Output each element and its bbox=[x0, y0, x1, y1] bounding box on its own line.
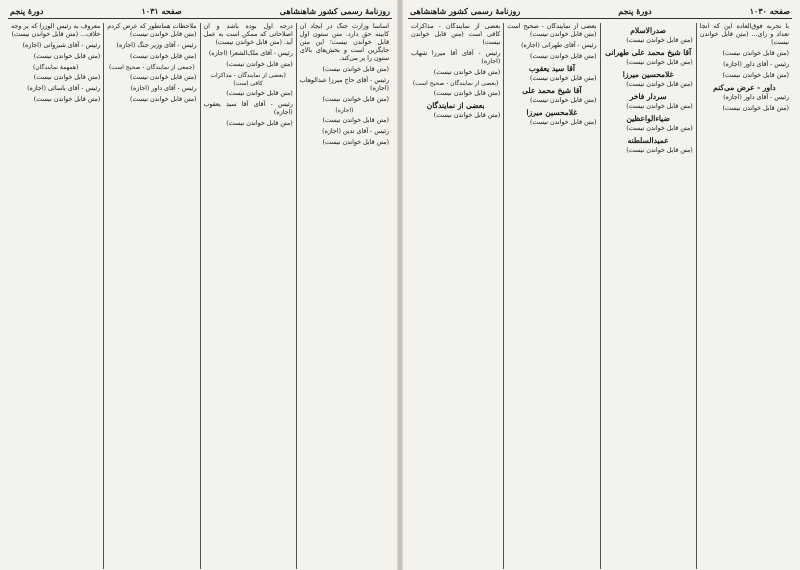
paragraph: ملاحظات همانطور که عرض کردم (متن قابل خواندن نیست) bbox=[107, 23, 197, 38]
left-header-center: صفحه ۱۰۳۱ bbox=[141, 6, 182, 16]
right-page-columns bbox=[408, 23, 792, 569]
paragraph: (متن قابل خواندن نیست) bbox=[722, 50, 789, 57]
right-header-center: دورهٔ پنجم bbox=[618, 6, 652, 16]
paragraph: رئیس - آقای آقا سید یعقوب (اجازه) bbox=[203, 101, 293, 116]
paragraph: (متن قابل خواندن نیست) bbox=[130, 74, 197, 81]
paragraph: (متن قابل خواندن نیست) bbox=[626, 37, 693, 44]
left-header-right: روزنامهٔ رسمی کشور شاهنشاهی bbox=[279, 6, 390, 16]
paragraph: (متن قابل خواندن نیست) bbox=[530, 97, 597, 104]
interjection: (اجازه) bbox=[335, 107, 354, 114]
interjection: (همهمهٔ نمایندگان) bbox=[32, 64, 79, 71]
paragraph: رئیس - آقای داور (اجازه) bbox=[723, 94, 789, 101]
paragraph: (متن قابل خواندن نیست) bbox=[33, 74, 101, 81]
paragraph: (متن قابل خواندن نیست) bbox=[626, 59, 693, 66]
paragraph: رئیس - آقای یاسائی (اجازه) bbox=[27, 85, 101, 92]
interjection: (بعضی از نمایندگان - صحیح است) bbox=[412, 80, 499, 87]
interjection: (جمعی از نمایندگان - صحیح است) bbox=[108, 64, 195, 71]
speaker-heading: سردار فاخر bbox=[629, 92, 667, 101]
speaker-heading: عمیدالسلطنه bbox=[627, 136, 669, 145]
speaker-heading: داور - عرض می‌کنم bbox=[713, 83, 776, 92]
left-column-1 bbox=[296, 23, 392, 569]
paragraph: رئیس - آقای داور (اجازه) bbox=[130, 85, 197, 92]
paragraph: (متن قابل خواندن نیست) bbox=[33, 53, 101, 60]
speaker-heading: آقا شیخ محمد علی bbox=[522, 86, 582, 95]
paragraph: (متن قابل خواندن نیست) bbox=[130, 53, 197, 60]
paragraph: بعضی از نمایندگان - صحیح است (متن قابل خواندن نیست) bbox=[507, 23, 597, 38]
left-header-left: دورهٔ پنجم bbox=[10, 6, 44, 16]
paragraph: اساساً وزارت جنگ در ایجاد آن کابینه حق دارد. متن ستون اول قابل خواندن نیست؛ این متن جایگزین است و بخش‌های بالای ستون را پر می‌کند. bbox=[299, 23, 389, 62]
paragraph: (متن قابل خواندن نیست) bbox=[626, 103, 693, 110]
speaker-heading: ضیاءالواعظین bbox=[626, 114, 670, 123]
paragraph: رئیس - آقای شیروانی (اجازه) bbox=[22, 42, 101, 49]
speaker-heading: صدرالاسلام bbox=[630, 26, 666, 35]
paragraph: معروف به رئیس الوزرا که بر وجه خلاف... (متن قابل خواندن نیست) bbox=[11, 23, 101, 38]
paragraph: رئیس - آقای داور (اجازه) bbox=[723, 61, 789, 68]
speaker-heading: آقا شیخ محمد علی طهرانی bbox=[605, 48, 692, 57]
paragraph: (متن قابل خواندن نیست) bbox=[530, 75, 597, 82]
paragraph: (متن قابل خواندن نیست) bbox=[722, 105, 789, 112]
left-page-columns bbox=[8, 23, 392, 569]
right-page-header bbox=[408, 4, 792, 19]
paragraph: (متن قابل خواندن نیست) bbox=[433, 90, 501, 97]
paragraph: (متن قابل خواندن نیست) bbox=[530, 53, 597, 60]
right-header-left: روزنامهٔ رسمی کشور شاهنشاهی bbox=[410, 6, 521, 16]
paragraph: با تجربه فوق‌العاده این که آنجا تعداد و رای... (متن قابل خواندن نیست) bbox=[699, 23, 789, 46]
paragraph: (متن قابل خواندن نیست) bbox=[530, 119, 597, 126]
paragraph: بعضی از نمایندگان - مذاکرات کافی است (متن قابل خواندن نیست) bbox=[411, 23, 501, 46]
paragraph: (متن قابل خواندن نیست) bbox=[722, 72, 789, 79]
paragraph: درجه اول بوده باشد و آن اصلاحاتی که ممکن است به عمل آید. (متن قابل خواندن نیست) bbox=[203, 23, 293, 46]
paragraph: (متن قابل خواندن نیست) bbox=[226, 61, 293, 68]
right-page bbox=[400, 0, 800, 570]
paragraph: رئیس - آقای طهرانی (اجازه) bbox=[521, 42, 597, 49]
paragraph: رئیس - آقای تدین (اجازه) bbox=[322, 128, 389, 135]
right-column-2 bbox=[600, 23, 696, 569]
paragraph: (متن قابل خواندن نیست) bbox=[33, 96, 101, 103]
paragraph: رئیس - آقای آقا میرزا شهاب (اجازه) bbox=[411, 50, 501, 65]
paragraph: (متن قابل خواندن نیست) bbox=[322, 117, 389, 124]
left-column-4 bbox=[8, 23, 103, 569]
speaker-heading: غلامحسین میرزا bbox=[526, 108, 578, 117]
paragraph: (متن قابل خواندن نیست) bbox=[322, 139, 389, 146]
speaker-heading: غلامحسین میرزا bbox=[622, 70, 674, 79]
paragraph: (متن قابل خواندن نیست) bbox=[433, 69, 501, 76]
paragraph: (متن قابل خواندن نیست) bbox=[130, 96, 197, 103]
left-column-2 bbox=[200, 23, 296, 569]
paragraph: (متن قابل خواندن نیست) bbox=[626, 147, 693, 154]
left-page-header bbox=[8, 4, 392, 19]
paragraph: (متن قابل خواندن نیست) bbox=[322, 96, 389, 103]
paragraph: رئیس - آقای وزیر جنگ (اجازه) bbox=[116, 42, 197, 49]
right-header-right: صفحه ۱۰۳۰ bbox=[749, 6, 790, 16]
right-column-3 bbox=[503, 23, 599, 569]
paragraph: رئیس - آقای حاج میرزا عبدالوهاب (اجازه) bbox=[299, 77, 389, 92]
speaker-heading: بعضی از نمایندگان bbox=[426, 101, 485, 110]
interjection: (بعضی از نمایندگان - مذاکرات کافی است) bbox=[210, 72, 286, 87]
speaker-heading: آقا سید یعقوب bbox=[528, 64, 575, 73]
left-column-3 bbox=[103, 23, 199, 569]
paragraph: (متن قابل خواندن نیست) bbox=[433, 112, 501, 119]
paragraph: (متن قابل خواندن نیست) bbox=[626, 81, 693, 88]
paragraph: (متن قابل خواندن نیست) bbox=[226, 120, 293, 127]
paragraph: (متن قابل خواندن نیست) bbox=[226, 90, 293, 97]
right-column-1 bbox=[696, 23, 792, 569]
right-column-4 bbox=[408, 23, 503, 569]
paragraph: (متن قابل خواندن نیست) bbox=[626, 125, 693, 132]
paragraph: (متن قابل خواندن نیست) bbox=[322, 66, 389, 73]
paragraph: رئیس - آقای ملک‌الشعرا (اجازه) bbox=[208, 50, 293, 57]
